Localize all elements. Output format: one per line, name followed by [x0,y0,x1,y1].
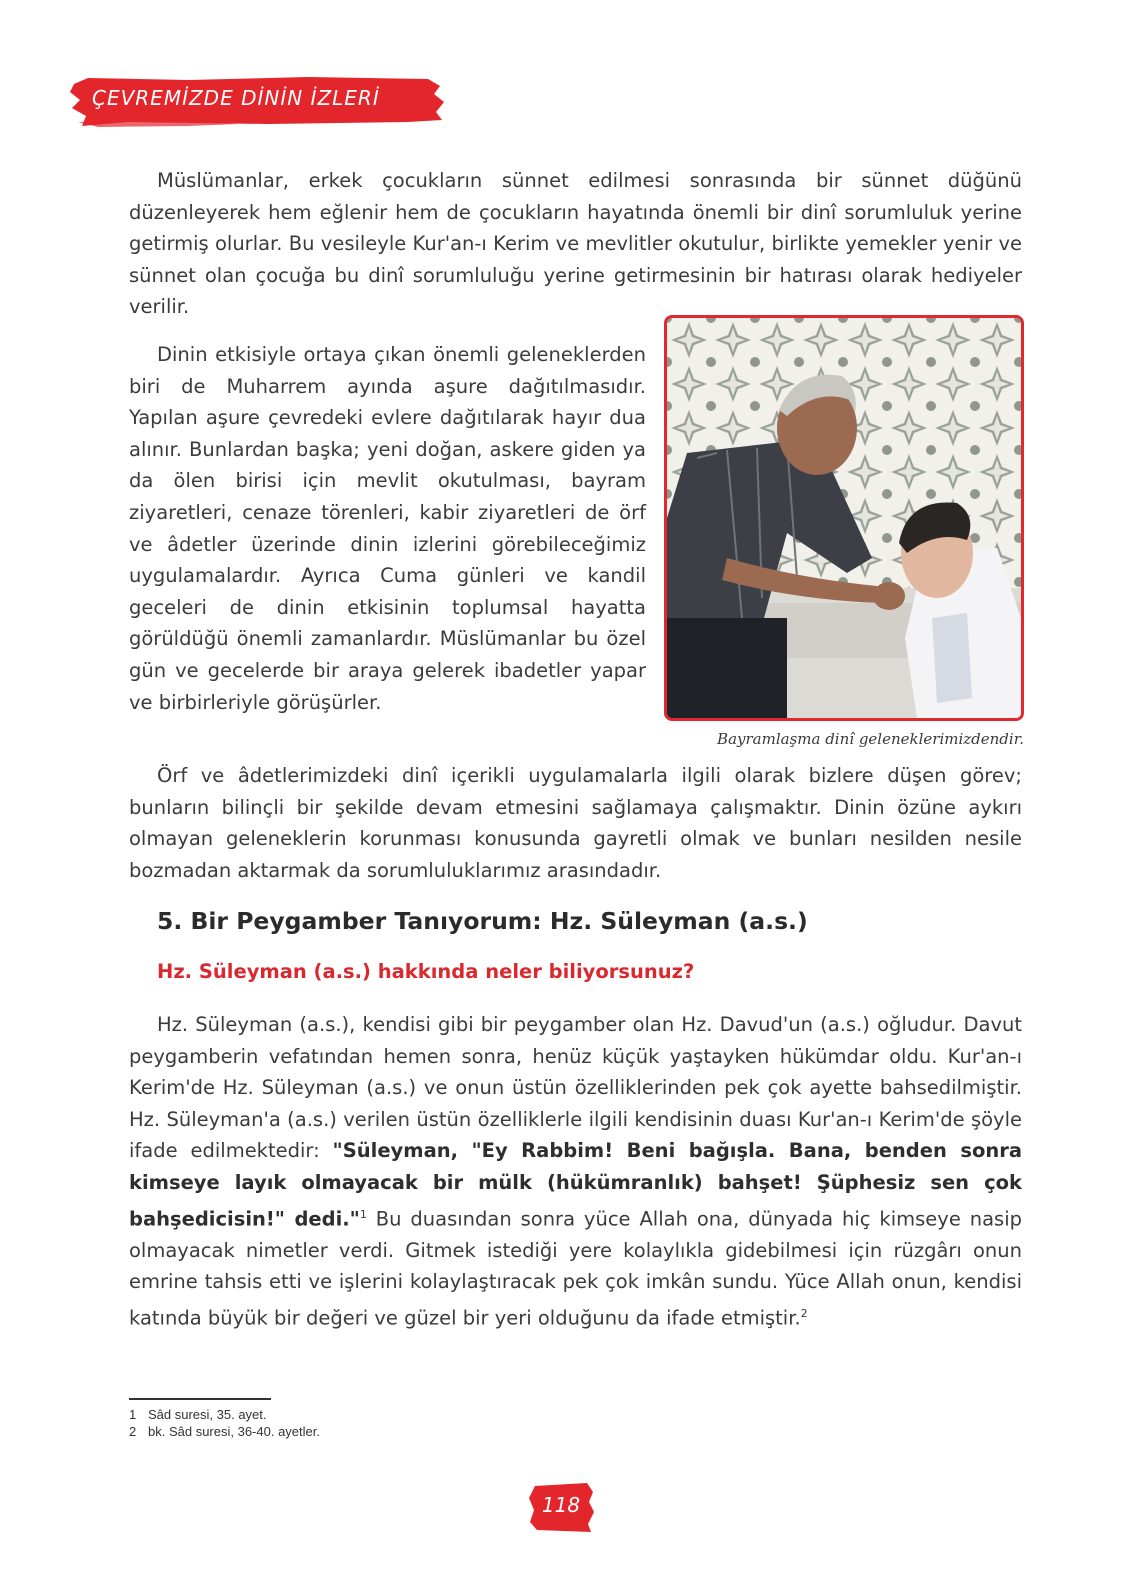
photo-bayram-greeting [664,315,1024,721]
footnote-text: Sâd suresi, 35. ayet. [148,1407,267,1422]
footnote-ref-2[interactable]: 2 [800,1306,808,1320]
footnote-number: 1 [129,1407,137,1422]
page-number-badge [527,1480,595,1534]
paragraph-traditions: Dinin etkisiyle ortaya çıkan önemli geleneklerden biri de Muharrem ayında aşure dağıtılmasıdır. Yapılan aşure çevredeki evlere dağıtılarak hayır dua alınır. Bunlardan başka; yeni doğan, askere giden ya da ölen birisi için mevlit okutulması, bayram ziyaretleri, cenaze törenleri, kabir ziyaretleri de örf ve âdetler üzerinde dinin izlerini görebileceğimiz uygulamalardır. Ayrıca Cuma günleri ve kandil geceleri de dinin etkisinin toplumsal hayatta görüldüğü önemli zamanlardır. Müslümanlar bu özel gün ve gecelerde bir araya gelerek ibadetler yapar ve birbirleriyle görüşürler. [129,343,646,714]
suleyman-prayer-quote: "Süleyman, "Ey Rabbim! Beni bağışla. Bana, benden sonra kimseye layık olmayacak bir mülk (hükümranlık) bahşet! Şüphesiz sen çok bahşedicisin!" dedi." [129,1139,1022,1231]
paragraph-suleyman [129,1009,1022,1334]
footnote-divider [129,1398,271,1400]
footnote-2 [129,1423,320,1440]
chapter-title: ÇEVREMİZDE DİNİN İZLERİ [92,86,380,110]
suleyman-intro-text: Hz. Süleyman (a.s.), kendisi gibi bir peygamber olan Hz. Davud'un (a.s.) oğludur. Davut peygamberin vefatından hemen sonra, henüz küçük yaştayken hükümdar oldu. Kur'an-ı Kerim'de Hz. Süleyman (a.s.) ve onun üstün özelliklerinden pek çok ayette bahsedilmiştir. Hz. Süleyman'a (a.s.) verilen üstün özelliklerle ilgili kendisinin duası Kur'an-ı Kerim'de şöyle ifade edilmektedir: [129,1013,1022,1163]
paragraph-circumcision: Müslümanlar, erkek çocukların sünnet edilmesi sonrasında bir sünnet düğünü düzenleyerek hem eğlenir hem de çocukların hayatında önemli bir dinî sorumluluk yerine getirmiş olurlar. Bu vesileyle Kur'an-ı Kerim ve mevlitler okutulur, birlikte yemekler yenir ve sünnet olan çocuğa bu dinî sorumluluğu yerine getirmesinin bir hatırası olarak hediyeler verilir. [129,169,1022,319]
footnotes [129,1406,320,1440]
footnote-number: 2 [129,1424,137,1439]
paragraph-duty: Örf ve âdetlerimizdeki dinî içerikli uygulamalarla ilgili olarak bizlere düşen görev; bunların bilinçli bir şekilde devam etmesini sağlamaya çalışmaktır. Dinin özüne aykırı olmayan geleneklerin korunması konusunda gayretli olmak ve bunları nesilden nesile bozmadan aktarmak da sorumluluklarımız arasındadır. [129,764,1022,882]
suleyman-blessings-text: Bu duasından sonra yüce Allah ona, dünyada hiç kimseye nasip olmayacak nimetler verdi. Gitmek istediği yere kolaylıkla gidebilmesi için rüzgârı onun emrine tahsis etti ve işlerini kolaylaştıracak pek çok imkân sundu. Yüce Allah onun, kendisi katında büyük bir değeri ve güzel bir yeri olduğunu da ifade etmiştir. [129,1207,1022,1330]
footnote-1 [129,1406,320,1423]
section-heading: 5. Bir Peygamber Tanıyorum: Hz. Süleyman (a.s.) [157,907,808,935]
page-number: 118 [541,1493,581,1517]
photo-illustration [667,318,1021,718]
footnote-text: bk. Sâd suresi, 36-40. ayetler. [148,1424,320,1439]
footnote-ref-1[interactable]: 1 [359,1207,367,1221]
chapter-banner [68,72,446,128]
section-question: Hz. Süleyman (a.s.) hakkında neler biliyorsunuz? [157,960,695,983]
photo-caption: Bayramlaşma dinî geleneklerimizdendir. [717,730,1024,748]
